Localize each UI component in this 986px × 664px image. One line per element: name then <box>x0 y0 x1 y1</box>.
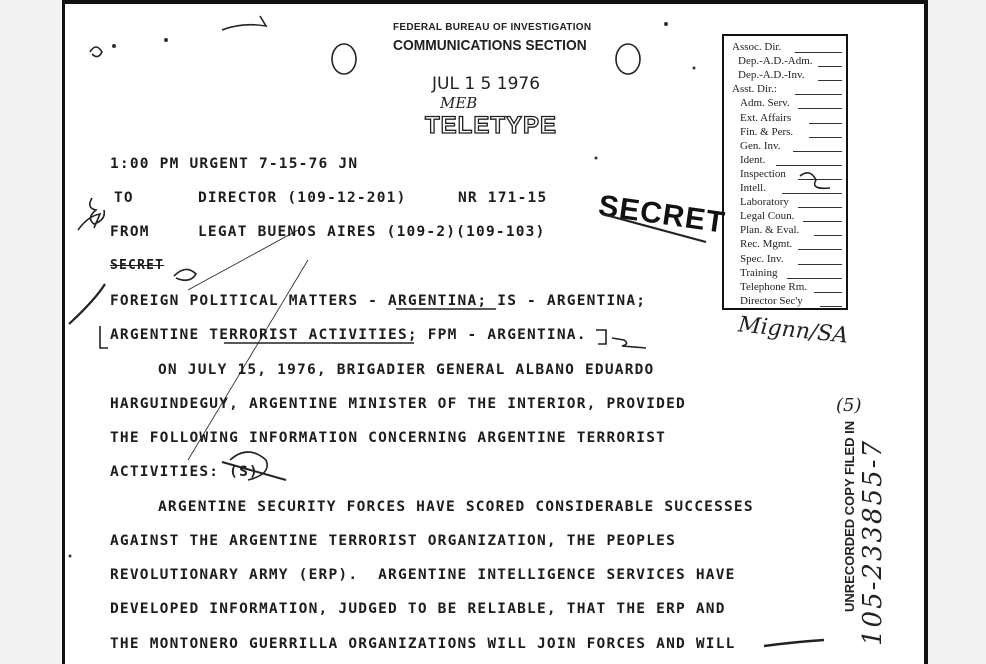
punch-hole-right <box>616 44 640 74</box>
bureau-heading: FEDERAL BUREAU OF INVESTIGATION <box>393 22 592 33</box>
body-line-9: THE MONTONERO GUERRILLA ORGANIZATIONS WILL JOIN FORCES AND WILL <box>110 636 736 652</box>
from-label: FROM <box>110 224 150 240</box>
body-line-8: DEVELOPED INFORMATION, JUDGED TO BE RELIABLE, THAT THE ERP AND <box>110 601 726 617</box>
section-heading: COMMUNICATIONS SECTION <box>393 37 587 54</box>
routing-checkmark <box>800 173 830 189</box>
body-line-5: ARGENTINE SECURITY FORCES HAVE SCORED CONSIDERABLE SUCCESSES <box>158 499 754 515</box>
routing-item: Laboratory <box>740 196 789 209</box>
bracket-right <box>596 330 606 344</box>
body-line-2: HARGUINDEGUY, ARGENTINE MINISTER OF THE INTERIOR, PROVIDED <box>110 396 686 412</box>
file-suffix-handwritten: (5) <box>836 395 862 416</box>
routing-item: Telephone Rm. <box>740 280 808 293</box>
arrow-mark <box>612 338 646 348</box>
initials-handwritten: MEB <box>440 94 478 112</box>
signature-handwritten: Mignn/SA <box>736 312 850 349</box>
date-stamp: JUL 1 5 1976 <box>432 74 541 94</box>
routing-item: Inspection <box>740 167 786 180</box>
message-number: NR 171-15 <box>458 190 548 206</box>
body-line-3: THE FOLLOWING INFORMATION CONCERNING ARGENTINE TERRORIST <box>110 430 667 446</box>
subject-line-2: ARGENTINE TERRORIST ACTIVITIES; FPM - ARGENTINA. <box>110 327 587 343</box>
diagonal-line <box>188 230 298 290</box>
punch-hole-left <box>332 44 356 74</box>
classification-struck: SECRET <box>110 258 165 273</box>
initial-scribble-2 <box>78 214 100 230</box>
routing-item: Director Sec'y <box>740 294 803 307</box>
routing-item: Dep.-A.D.-Adm. <box>738 55 813 68</box>
time-priority-line: 1:00 PM URGENT 7-15-76 JN <box>110 156 359 172</box>
strike-s-mark <box>222 462 286 480</box>
routing-item: Gen. Inv. <box>740 139 781 152</box>
body-line-1: ON JULY 15, 1976, BRIGADIER GENERAL ALBANO EDUARDO <box>158 362 655 378</box>
routing-item: Asst. Dir.: <box>732 83 777 96</box>
routing-item: Ident. <box>740 153 766 166</box>
from-sender: LEGAT BUENOS AIRES (109-2)(109-103) <box>198 224 546 240</box>
small-circle-mark <box>174 269 196 280</box>
routing-item: Adm. Serv. <box>740 97 790 110</box>
secret-strike <box>602 214 706 242</box>
secret-stamp: SECRET <box>596 189 728 240</box>
to-addressee: DIRECTOR (109-12-201) <box>198 190 407 206</box>
body-line-7: REVOLUTIONARY ARMY (ERP). ARGENTINE INTELLIGENCE SERVICES HAVE <box>110 567 736 583</box>
routing-item: Legal Coun. <box>740 210 795 223</box>
routing-item: Spec. Inv. <box>740 252 784 265</box>
bottom-mark <box>764 640 824 646</box>
routing-item: Rec. Mgmt. <box>740 238 793 251</box>
body-line-4: ACTIVITIES: (S) <box>110 464 259 480</box>
slash-mark <box>69 284 105 324</box>
diagonal-line-2 <box>188 260 308 460</box>
routing-item: Dep.-A.D.-Inv. <box>738 69 805 82</box>
unrecorded-copy-stamp: UNRECORDED COPY FILED IN <box>842 420 857 612</box>
bracket-left <box>100 326 108 348</box>
subject-line-1: FOREIGN POLITICAL MATTERS - ARGENTINA; IS - ARGENTINA; <box>110 293 647 309</box>
scribble-top <box>222 16 266 30</box>
scribble-top-left <box>90 47 102 57</box>
routing-item: Fin. & Pers. <box>740 125 794 138</box>
file-number-handwritten: 105-233855-7 <box>858 439 888 646</box>
routing-item: Plan. & Eval. <box>740 224 800 237</box>
routing-item: Assoc. Dir. <box>732 41 782 53</box>
body-line-6: AGAINST THE ARGENTINE TERRORIST ORGANIZATION, THE PEOPLES <box>110 533 676 549</box>
routing-item: Intell. <box>740 182 766 194</box>
to-label: TO <box>114 190 134 206</box>
routing-item: Ext. Affairs <box>740 111 792 124</box>
teletype-heading: TELETYPE <box>425 112 558 139</box>
routing-item: Training <box>740 266 778 279</box>
